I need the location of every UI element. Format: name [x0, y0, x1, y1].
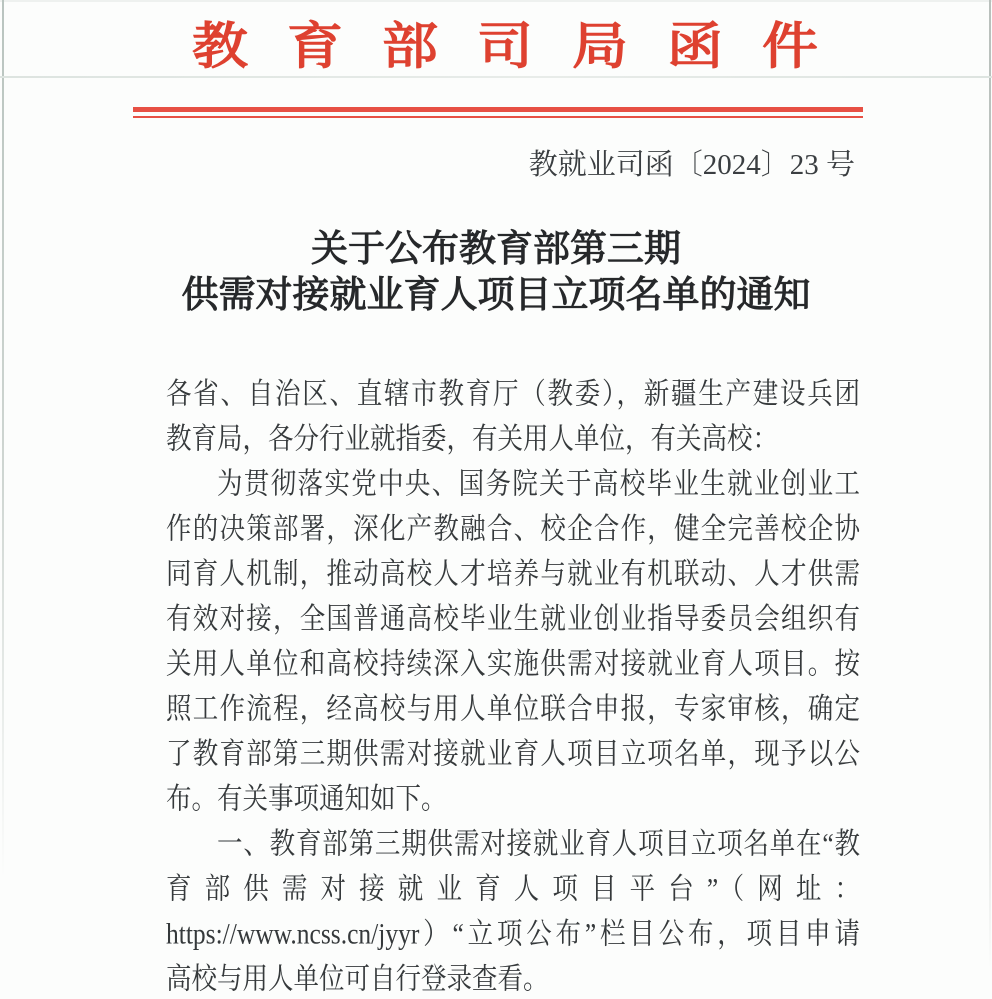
- document-title: [0, 227, 992, 319]
- scan-edge-left: [2, 0, 4, 879]
- letterhead-rule-thick: [133, 107, 863, 112]
- body-line: 高校与用人单位可自行登录查看。: [166, 961, 549, 996]
- letterhead-title: 教育部司局函件: [192, 19, 857, 76]
- letterhead-rule-thin: [133, 116, 863, 118]
- scan-hairline: [0, 76, 992, 78]
- scan-edge-top: [0, 0, 992, 2]
- body-line: 作的决策部署，深化产教融合、校企合作，健全完善校企协: [166, 511, 860, 546]
- document-title-line2: 供需对接就业育人项目立项名单的通知: [181, 275, 811, 316]
- body-line: 教育局，各分行业就指委，有关用人单位，有关高校：: [166, 421, 779, 456]
- body-line: 了教育部第三期供需对接就业育人项目立项名单，现予以公: [166, 736, 860, 771]
- body-line: 同育人机制，推动高校人才培养与就业有机联动、人才供需: [166, 556, 860, 591]
- body-line: 关用人单位和高校持续深入实施供需对接就业育人项目。按: [166, 646, 860, 681]
- body-line: 为贯彻落实党中央、国务院关于高校毕业生就业创业工: [217, 466, 860, 501]
- document-body: [166, 371, 860, 999]
- body-line: 一、教育部第三期供需对接就业育人项目立项名单在“教: [217, 826, 860, 861]
- letterhead-rule: [133, 107, 863, 118]
- body-line: 各省、自治区、直辖市教育厅（教委），新疆生产建设兵团: [166, 376, 860, 411]
- body-line-url: https://www.ncss.cn/jyyr）“立项公布”栏目公布，项目申请: [166, 916, 860, 951]
- scan-edge-right: [989, 0, 991, 969]
- document-number: 教就业司函〔2024〕23 号: [528, 149, 855, 181]
- body-line-spread: 育部供需对接就业育人项目平台”（网址：: [166, 871, 860, 906]
- body-line: 布。有关事项通知如下。: [166, 781, 447, 816]
- body-line: 照工作流程，经高校与用人单位联合申报，专家审核，确定: [166, 691, 860, 726]
- document-title-line1: 关于公布教育部第三期: [311, 229, 681, 270]
- body-line: 有效对接，全国普通高校毕业生就业创业指导委员会组织有: [166, 601, 860, 636]
